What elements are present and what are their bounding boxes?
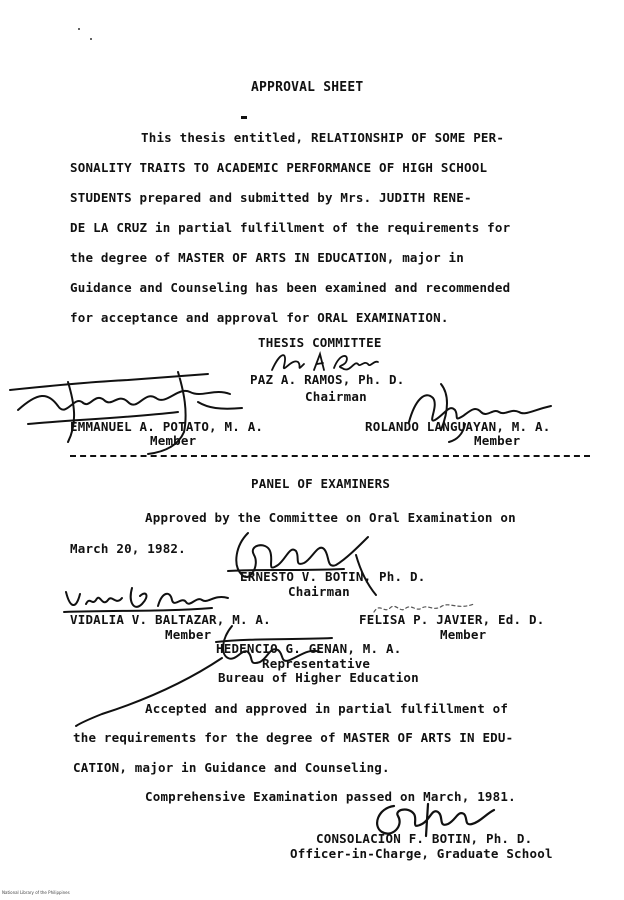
body-line-4: DE LA CRUZ in partial fulfillment of the requirements for [70, 220, 511, 235]
scan-mark [241, 116, 247, 119]
panel-member2-name: FELISA P. JAVIER, Ed. D. [359, 612, 545, 627]
committee-member2-role: Member [474, 433, 521, 448]
languayan-signature [405, 380, 555, 445]
panel-rep-role: Representative [262, 656, 371, 671]
committee-chairman-role: Chairman [305, 389, 367, 404]
body-line-3: STUDENTS prepared and submitted by Mrs. JUDITH RENE- [70, 190, 472, 205]
committee-member2-name: ROLANDO LANGUAYAN, M. A. [365, 419, 551, 434]
ramos-signature [270, 348, 380, 378]
botin-chairman-signature [226, 525, 386, 600]
comprehensive-exam-line: Comprehensive Examination passed on March, 1981. [145, 789, 516, 804]
javier-signature [370, 598, 480, 620]
body-line-2: SONALITY TRAITS TO ACADEMIC PERFORMANCE OF HIGH SCHOOL [70, 160, 488, 175]
panel-rep-bureau: Bureau of Higher Education [218, 670, 419, 685]
committee-member1-name: EMMANUEL A. POTATO, M. A. [70, 419, 264, 434]
committee-member1-role: Member [150, 433, 197, 448]
panel-rep-name: HEDENCIO G. GENAN, M. A. [216, 641, 402, 656]
scan-speck [90, 38, 92, 40]
body-line-6: Guidance and Counseling has been examined and recommended [70, 280, 511, 295]
scan-speck [78, 28, 80, 30]
acceptance-line3: CATION, major in Guidance and Counseling. [73, 760, 390, 775]
body-line-5: the degree of MASTER OF ARTS IN EDUCATION, major in [70, 250, 465, 265]
committee-heading: THESIS COMMITTEE [258, 335, 382, 350]
officer-role: Officer-in-Charge, Graduate School [290, 846, 553, 861]
genan-signature [72, 618, 342, 728]
panel-member1-name: VIDALIA V. BALTAZAR, M. A. [70, 612, 271, 627]
panel-approved-date: March 20, 1982. [70, 541, 186, 556]
body-line-7: for acceptance and approval for ORAL EXAMINATION. [70, 310, 449, 325]
panel-member1-role: Member [165, 627, 212, 642]
officer-name: CONSOLACION F. BOTIN, Ph. D. [316, 831, 533, 846]
panel-member2-role: Member [440, 627, 487, 642]
acceptance-line2: the requirements for the degree of MASTER OF ARTS IN EDU- [73, 730, 514, 745]
botin-officer-signature [368, 800, 498, 840]
committee-chairman-name: PAZ A. RAMOS, Ph. D. [250, 372, 405, 387]
panel-chairman-name: ERNESTO V. BOTIN, Ph. D. [240, 569, 426, 584]
body-line-1: This thesis entitled, RELATIONSHIP OF SOME PER- [141, 130, 505, 145]
baltazar-signature [62, 582, 232, 622]
panel-approved-line1: Approved by the Committee on Oral Examination on [145, 510, 516, 525]
panel-heading: PANEL OF EXAMINERS [251, 476, 391, 491]
potato-signature [8, 362, 248, 457]
panel-chairman-role: Chairman [288, 584, 350, 599]
footer-text: National Library of the Philippines [2, 890, 70, 895]
document-title: APPROVAL SHEET [251, 80, 364, 95]
acceptance-line1: Accepted and approved in partial fulfillment of [145, 701, 509, 716]
